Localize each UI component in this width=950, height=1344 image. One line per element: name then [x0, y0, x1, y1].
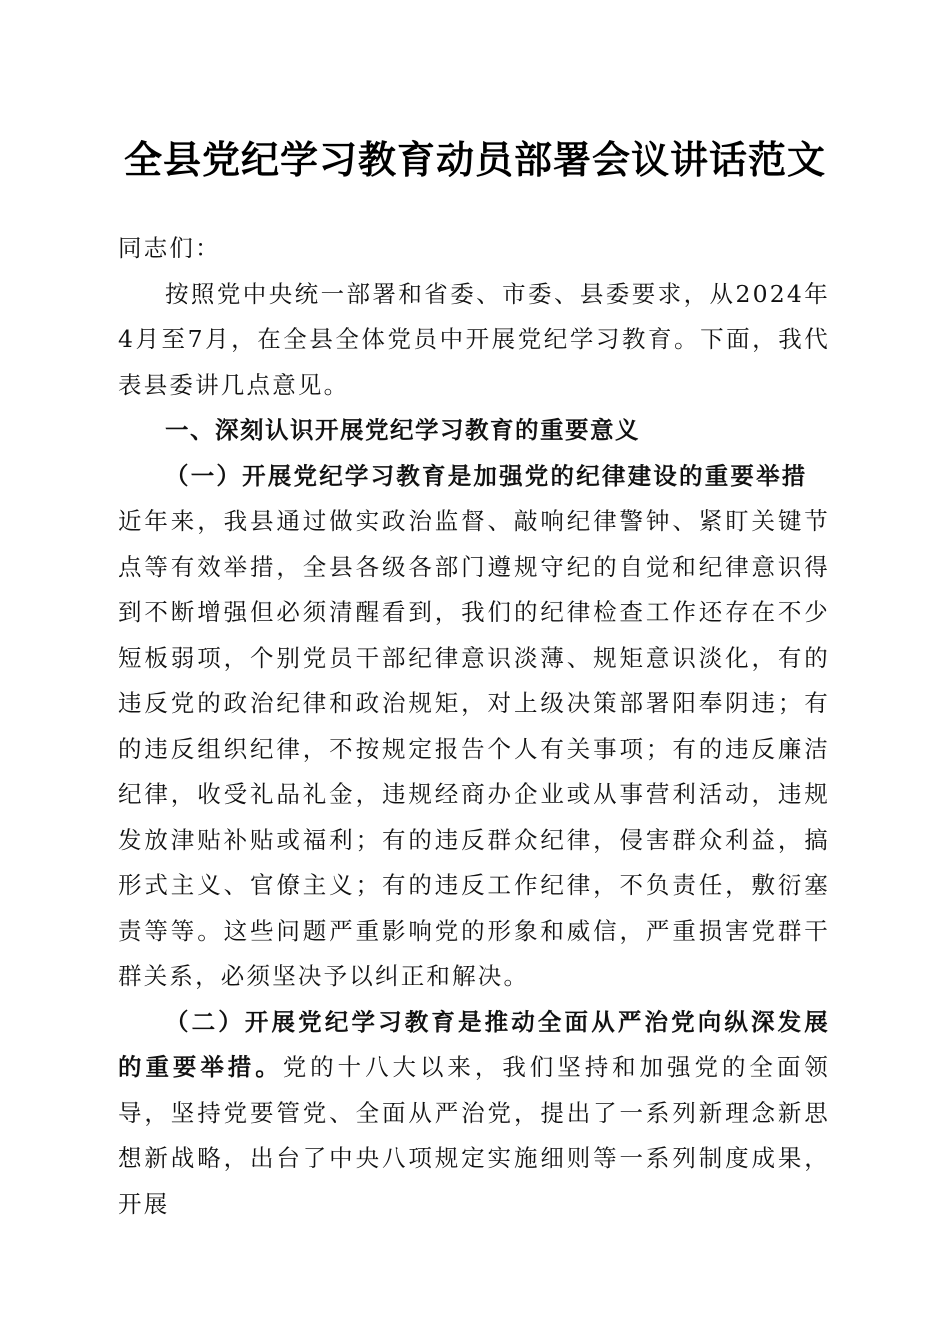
document-body: [118, 226, 830, 1227]
subsection-body-2: 党的十八大以来，我们坚持和加强党的全面领导，坚持党要管党、全面从严治党，提出了一系列新理念新思想新战略，出台了中央八项规定实施细则等一系列制度成果，开展: [118, 1053, 831, 1218]
subsection-body-1: 近年来，我县通过做实政治监督、敲响纪律警钟、紧盯关键节点等有效举措，全县各级各部门遵规守纪的自觉和纪律意识得到不断增强但必须清醒看到，我们的纪律检查工作还存在不少短板弱项，个别党员干部纪律意识淡薄、规矩意识淡化，有的违反党的政治纪律和政治规矩，对上级决策部署阳奉阴违；有的违反组织纪律，不按规定报告个人有关事项；有的违反廉洁纪律，收受礼品礼金，违规经商办企业或从事营利活动，违规发放津贴补贴或福利；有的违反群众纪律，侵害群众利益，搞形式主义、官僚主义；有的违反工作纪律，不负责任，敷衍塞责等等。这些问题严重影响党的形象和威信，严重损害党群干群关系，必须坚决予以纠正和解决。: [118, 507, 830, 990]
intro-paragraph: 按照党中央统一部署和省委、市委、县委要求，从2024年4月至7月，在全县全体党员中开展党纪学习教育。下面，我代表县委讲几点意见。: [118, 279, 830, 399]
subsection-heading-1: （一）开展党纪学习教育是加强党的纪律建设的重要举措: [165, 461, 808, 490]
subsection-paragraph-2: [118, 1000, 830, 1228]
salutation: 同志们：: [118, 234, 221, 262]
subsection-heading-2: （二）开展党纪学习教育是推动全面从严治党向纵深发展的重要举措。: [118, 1007, 830, 1081]
document-title: 全县党纪学习教育动员部署会议讲话范文: [123, 137, 826, 182]
section-heading-1: 一、深刻认识开展党纪学习教育的重要意义: [165, 416, 640, 444]
